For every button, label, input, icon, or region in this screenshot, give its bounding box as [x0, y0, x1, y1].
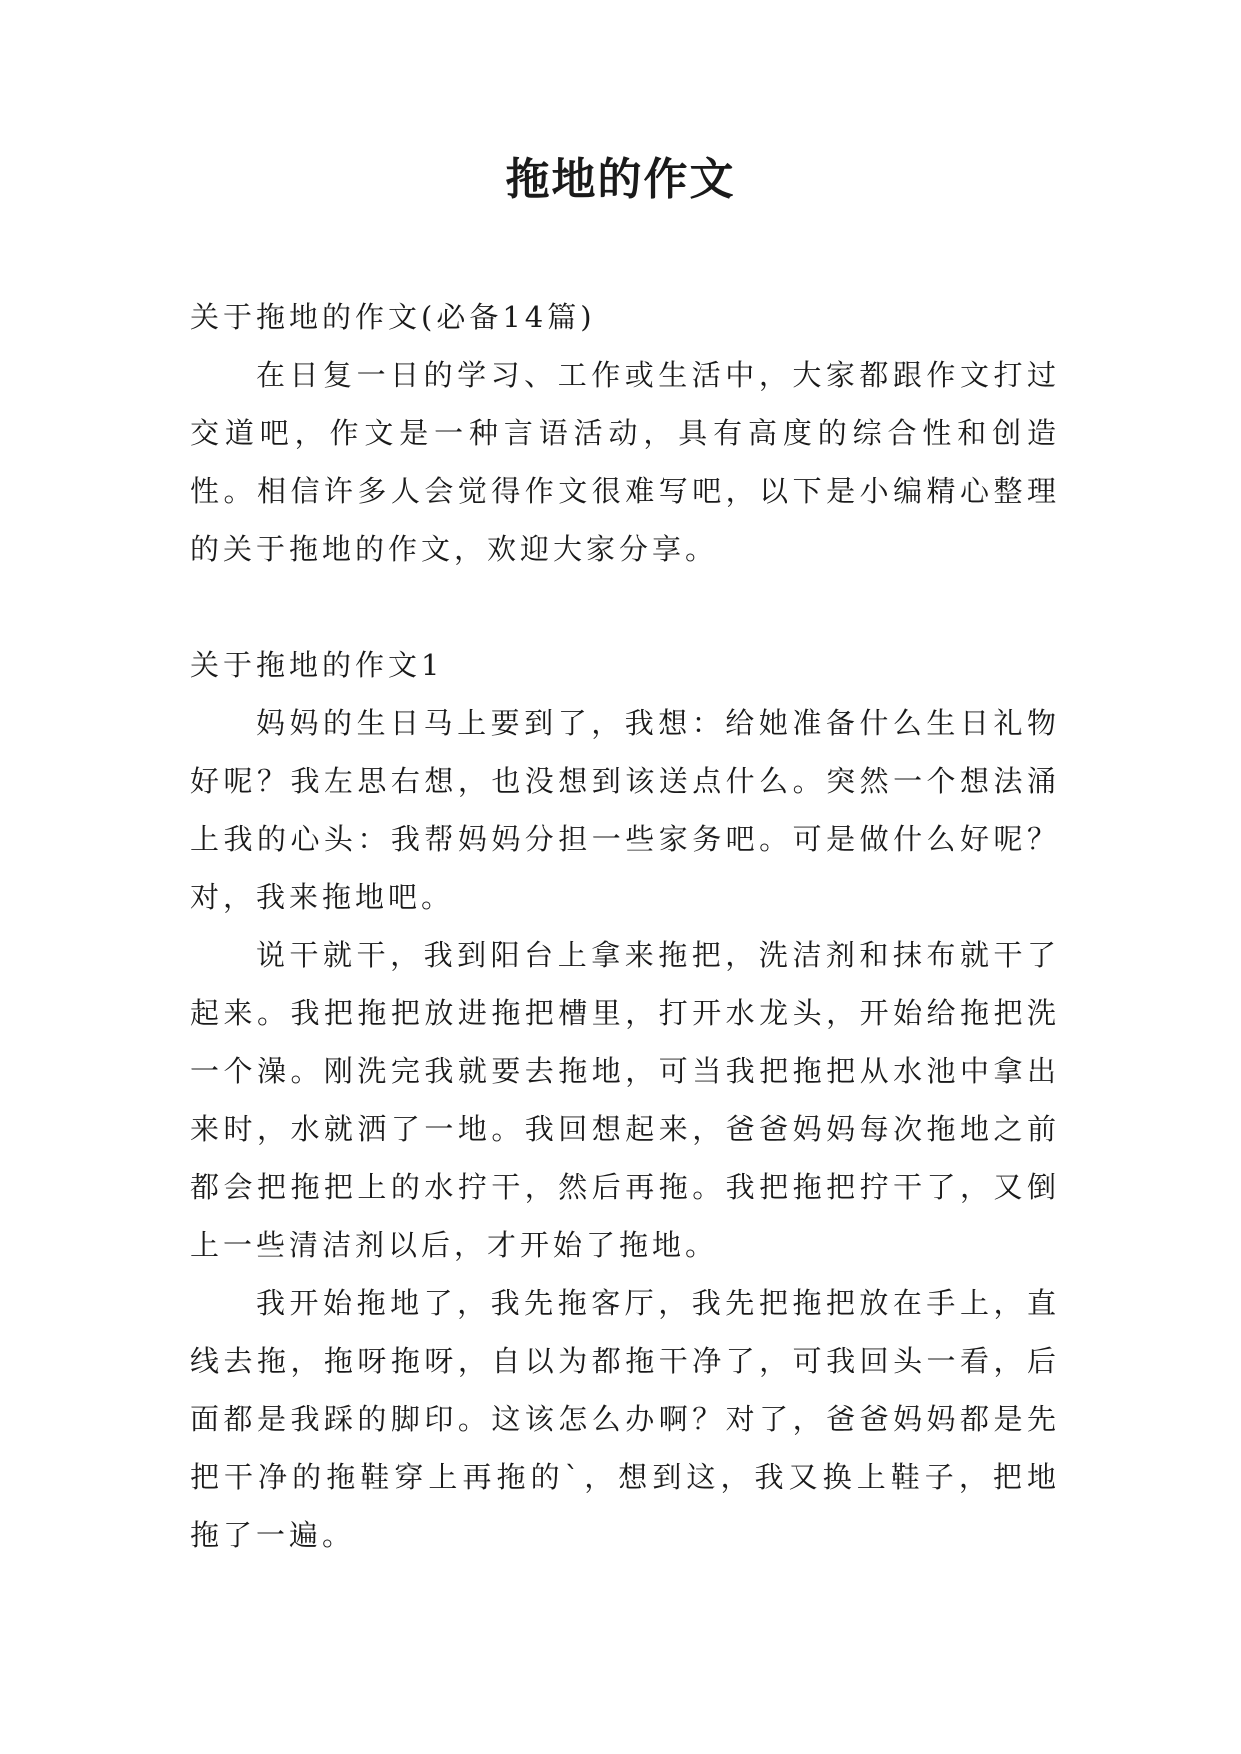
- intro-paragraph: 在日复一日的学习、工作或生活中，大家都跟作文打过交道吧，作文是一种言语活动，具有高度的综合性和创造性。相信许多人会觉得作文很难写吧，以下是小编精心整理的关于拖地的作文，欢迎大家分享。: [190, 358, 1060, 566]
- body-paragraph: 我开始拖地了，我先拖客厅，我先把拖把放在手上，直线去拖，拖呀拖呀，自以为都拖干净了，可我回头一看，后面都是我踩的脚印。这该怎么办啊？对了，爸爸妈妈都是先把干净的拖鞋穿上再拖的`，想到这，我又换上鞋子，把地拖了一遍。: [190, 1286, 1060, 1552]
- document-body: [190, 288, 1060, 1564]
- body-paragraph: 妈妈的生日马上要到了，我想：给她准备什么生日礼物好呢？我左思右想，也没想到该送点什么。突然一个想法涌上我的心头：我帮妈妈分担一些家务吧。可是做什么好呢？对，我来拖地吧。: [190, 706, 1060, 914]
- section-spacer: [190, 578, 1060, 636]
- document-title: 拖地的作文: [505, 154, 736, 205]
- body-paragraph: 说干就干，我到阳台上拿来拖把，洗洁剂和抹布就干了起来。我把拖把放进拖把槽里，打开水龙头，开始给拖把洗一个澡。刚洗完我就要去拖地，可当我把拖把从水池中拿出来时，水就洒了一地。我回想起来，爸爸妈妈每次拖地之前都会把拖把上的水拧干，然后再拖。我把拖把拧干了，又倒上一些清洁剂以后，才开始了拖地。: [190, 938, 1060, 1262]
- section-heading: 关于拖地的作文1: [190, 648, 444, 682]
- document-subtitle: 关于拖地的作文(必备14篇): [190, 300, 596, 334]
